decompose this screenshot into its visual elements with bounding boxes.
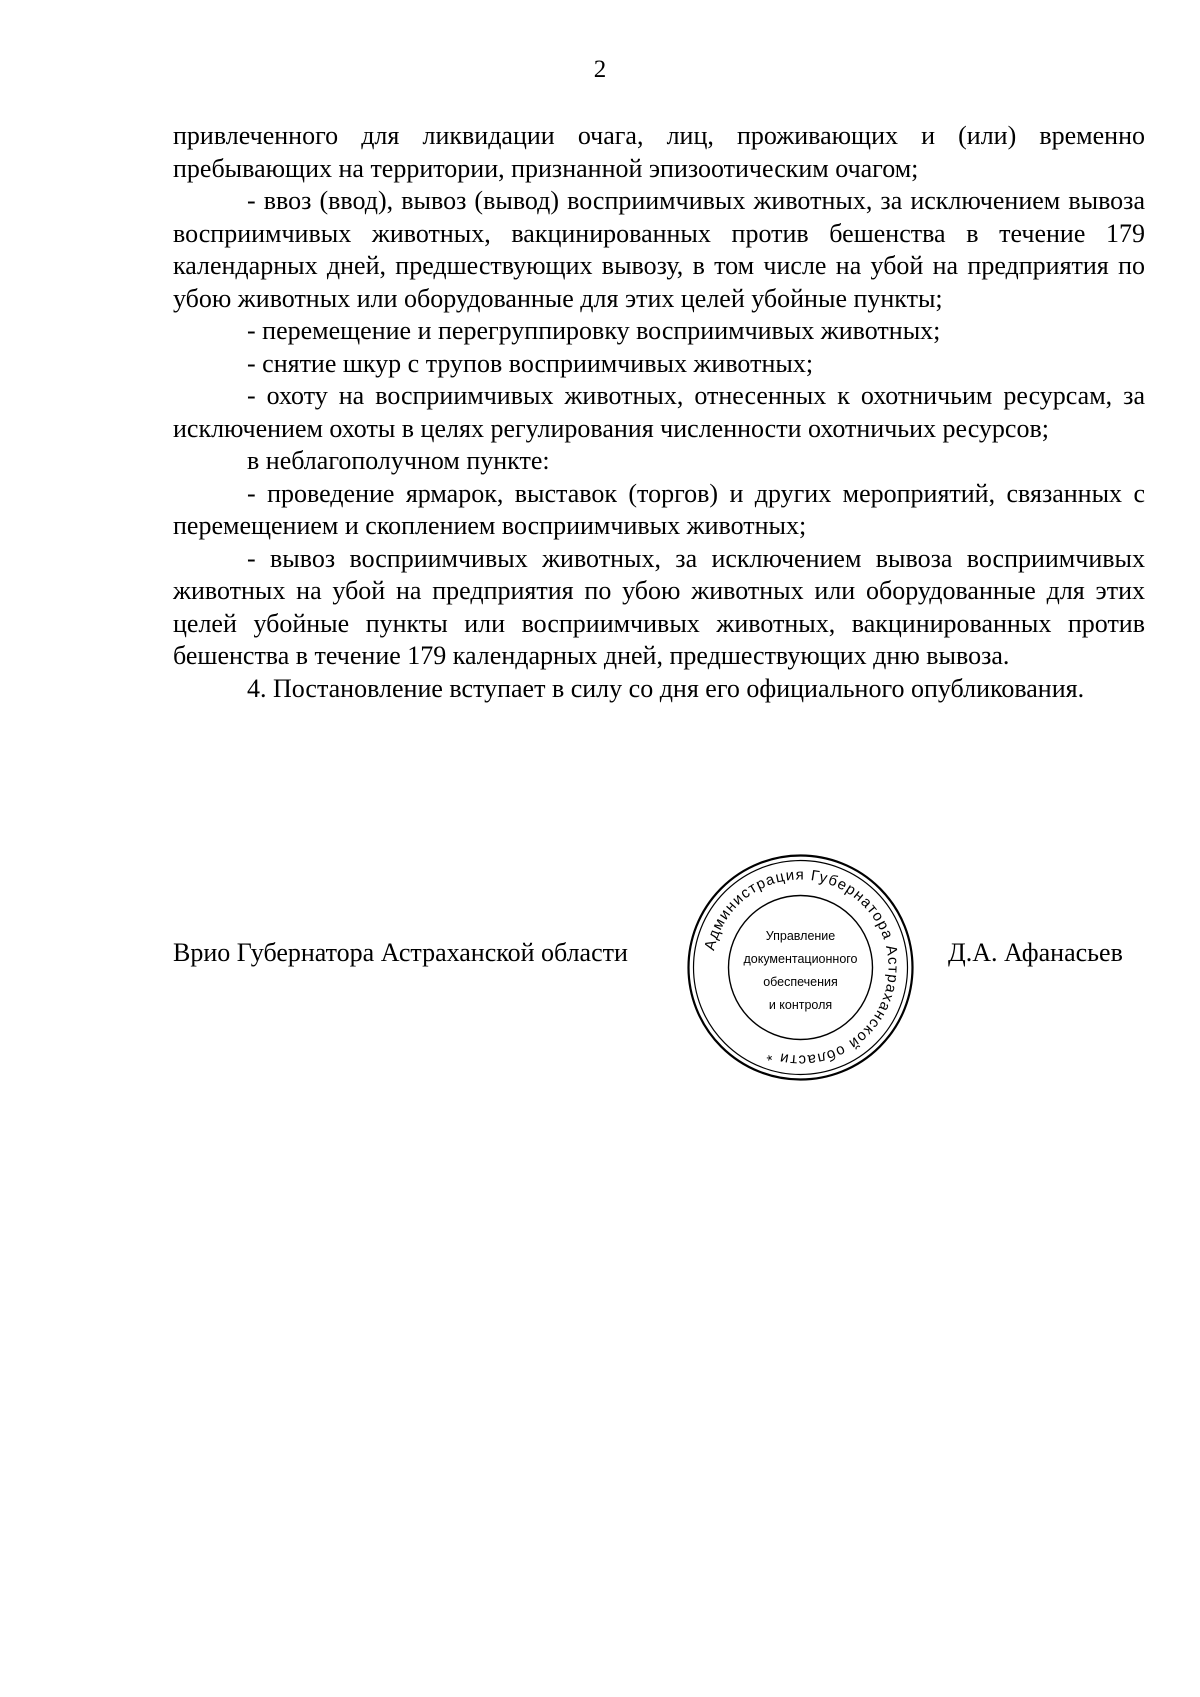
signatory-position: Врио Губернатора Астраханской области [173,938,628,967]
official-stamp [683,850,918,1085]
paragraph: привлеченного для ликвидации очага, лиц, проживающих и (или) временно пребывающих на территории, признанной эпизоотическим очагом; [173,121,1145,183]
page-number: 2 [593,56,607,83]
paragraph: - охоту на восприимчивых животных, отнесенных к охотничьим ресурсам, за исключением охоты в целях регулирования численности охотничьих ресурсов; [173,381,1145,443]
stamp-center-line: обеспечения [763,975,838,989]
stamp-center-line: Управление [765,929,836,943]
paragraph: 4. Постановление вступает в силу со дня его официального опубликования. [247,673,1085,703]
paragraph: в неблагополучном пункте: [247,446,550,475]
stamp-center-line: документационного [743,952,858,966]
paragraph: - ввоз (ввод), вывоз (вывод) восприимчивых животных, за исключением вывоза восприимчивых животных, вакцинированных против бешенства в течение 179 календарных дней, предшествующих вывозу, в том числе на убой на предприятия по убою животных или оборудованные для этих целей убойные пункты; [173,186,1145,313]
signatory-name: Д.А. Афанасьев [948,938,1123,967]
stamp-ring-text: Администрация Губернатора Астраханской области * [701,866,902,1069]
paragraph: - проведение ярмарок, выставок (торгов) и других мероприятий, связанных с перемещением и скоплением восприимчивых животных; [173,478,1145,540]
paragraph: - снятие шкур с трупов восприимчивых животных; [247,348,814,378]
paragraph: - вывоз восприимчивых животных, за исключением вывоза восприимчивых животных на убой на предприятия по убою животных или оборудованные для этих целей убойные пункты или восприимчивых животных, вакцинированных против бешенства в течение 179 календарных дней, предшествующих дню вывоза. [173,543,1145,670]
stamp-center-line: и контроля [768,998,833,1012]
stamp-seal [683,850,918,1085]
document-body [173,120,1145,705]
paragraph: - перемещение и перегруппировку восприимчивых животных; [247,316,941,345]
